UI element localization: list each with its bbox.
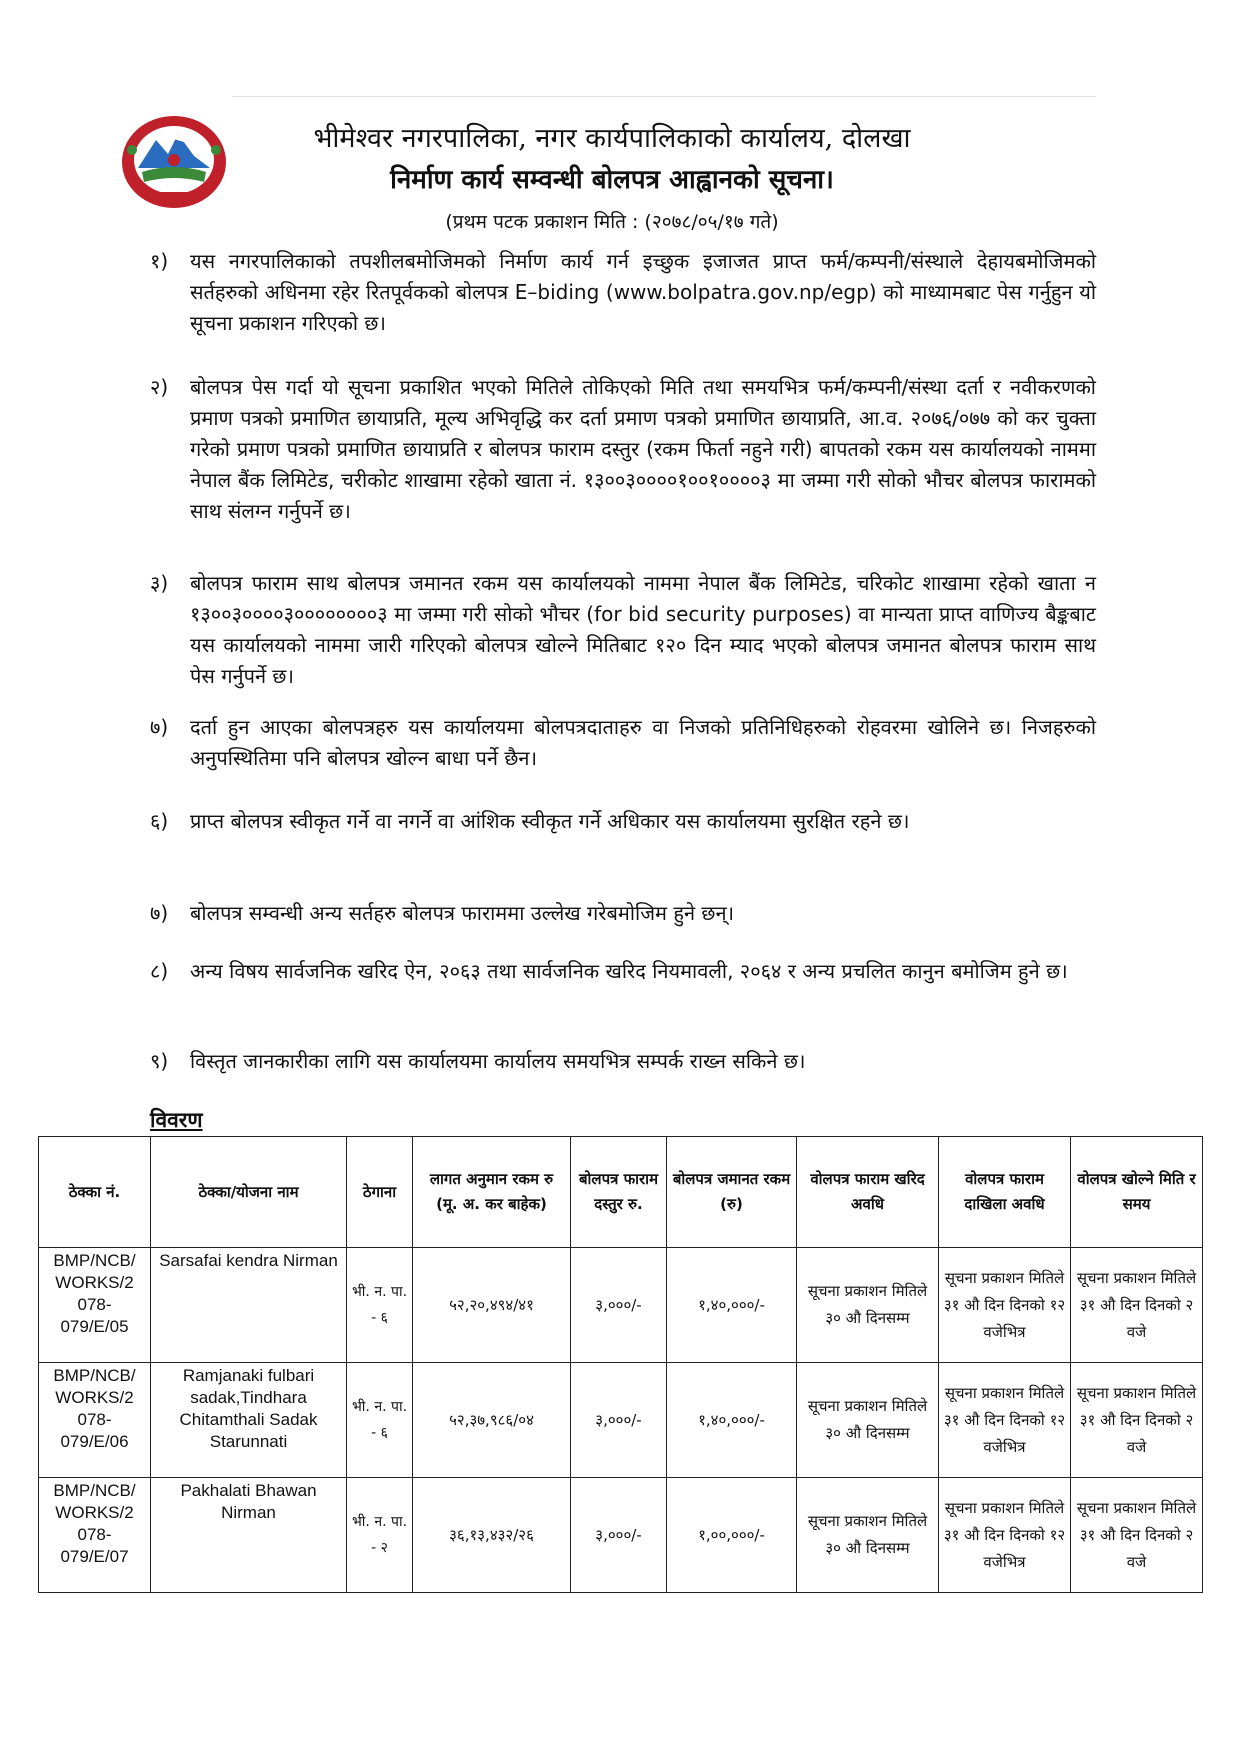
clause-5 (150, 806, 1096, 837)
office-name: भीमेश्वर नगरपालिका, नगर कार्यपालिकाको कार्यालय, दोलखा (313, 123, 911, 154)
clause-number: ७) (150, 715, 169, 739)
publication-date: (प्रथम पटक प्रकाशन मिति : (२०७८/०५/१७ गते) (445, 211, 779, 233)
table-row (39, 1248, 1203, 1363)
opening-time-cell: सूचना प्रकाशन मितिले ३१ औ दिन दिनको २ वजे (1071, 1248, 1203, 1363)
nepal-emblem-icon (118, 110, 230, 210)
address-cell: भी. न. पा. - ६ (347, 1248, 413, 1363)
header-submission-period: वोलपत्र फाराम दाखिला अवधि (939, 1137, 1071, 1248)
clause-number: ९) (150, 1049, 169, 1073)
header-address: ठेगाना (347, 1137, 413, 1248)
clause-number: ३) (150, 571, 169, 595)
clause-text: बोलपत्र पेस गर्दा यो सूचना प्रकाशित भएको मितिले तोकिएको मिति तथा समयभित्र फर्म/कम्पनी/संस्था दर्ता र नवीकरणको प्रमाण पत्रको प्रमाणित छायाप्रति, मूल्य अभिवृद्धि कर दर्ता प्रमाण पत्रको प्रमाणित छायाप्रति, आ.व. २०७६/०७७ को कर चुक्ता गरेको प्रमाण पत्रको प्रमाणित छायाप्रति र बोलपत्र फाराम दस्तुर (रकम फिर्ता नहुने गरी) बापतको रकम यस कार्यालयको नाममा नेपाल बैंक लिमिटेड, चरीकोट शाखामा रहेको खाता नं. १३००३००००१००१००००३ मा जम्मा गरी सोको भौचर बोलपत्र फारामको साथ संलग्न गर्नुपर्ने छ। (190, 375, 1096, 523)
clause-4 (150, 712, 1096, 774)
notice-title: निर्माण कार्य सम्वन्धी बोलपत्र आह्वानको सूचना। (390, 165, 834, 195)
opening-time-cell: सूचना प्रकाशन मितिले ३१ औ दिन दिनको २ वजे (1071, 1363, 1203, 1478)
clause-text: बोलपत्र फाराम साथ बोलपत्र जमानत रकम यस कार्यालयको नाममा नेपाल बैंक लिमिटेड, चरिकोट शाखामा रहेको खाता न १३००३००००३००००००००३ मा जम्मा गरी सोको भौचर (for bid security purposes) वा मान्यता प्राप्त वाणिज्य बैङ्कबाट यस कार्यालयको नाममा जारी गरिएको बोलपत्र खोल्ने मितिबाट १२० दिन म्याद भएको बोलपत्र जमानत बोलपत्र फाराम साथ पेस गर्नुपर्ने छ। (190, 571, 1096, 688)
table-header-row (39, 1137, 1203, 1248)
project-name-cell: Pakhalati Bhawan Nirman (151, 1478, 347, 1593)
table-title: विवरण (150, 1108, 203, 1132)
project-name-cell: Ramjanaki fulbari sadak,Tindhara Chitamthali Sadak Starunnati (151, 1363, 347, 1478)
form-fee-cell: ३,०००/- (571, 1478, 667, 1593)
header-bid-security: बोलपत्र जमानत रकम (रु) (667, 1137, 797, 1248)
clause-7 (150, 956, 1096, 987)
table-row (39, 1363, 1203, 1478)
clause-2 (150, 372, 1096, 527)
contract-no-cell: BMP/NCB/ WORKS/2 078- 079/E/07 (39, 1478, 151, 1593)
cost-estimate-cell: ३६,१३,४३२/२६ (413, 1478, 571, 1593)
header-purchase-period: वोलपत्र फाराम खरिद अवधि (797, 1137, 939, 1248)
clause-number: १) (150, 249, 169, 273)
purchase-period-cell: सूचना प्रकाशन मितिले ३० औ दिनसम्म (797, 1248, 939, 1363)
opening-time-cell: सूचना प्रकाशन मितिले ३१ औ दिन दिनको २ वजे (1071, 1478, 1203, 1593)
table-row (39, 1478, 1203, 1593)
submission-period-cell: सूचना प्रकाशन मितिले ३१ औ दिन दिनको १२ वजेभित्र (939, 1363, 1071, 1478)
bid-security-cell: १,००,०००/- (667, 1478, 797, 1593)
form-fee-cell: ३,०००/- (571, 1248, 667, 1363)
purchase-period-cell: सूचना प्रकाशन मितिले ३० औ दिनसम्म (797, 1478, 939, 1593)
header-contract-no: ठेक्का नं. (39, 1137, 151, 1248)
header-opening-time: वोलपत्र खोल्ने मिति र समय (1071, 1137, 1203, 1248)
header-form-fee: बोलपत्र फाराम दस्तुर रु. (571, 1137, 667, 1248)
contract-no-cell: BMP/NCB/ WORKS/2 078- 079/E/05 (39, 1248, 151, 1363)
clause-number: २) (150, 375, 169, 399)
clause-1 (150, 246, 1096, 339)
tender-table (38, 1136, 1203, 1593)
cost-estimate-cell: ५२,३७,९८६/०४ (413, 1363, 571, 1478)
clause-text: यस नगरपालिकाको तपशीलबमोजिमको निर्माण कार्य गर्न इच्छुक इजाजत प्राप्त फर्म/कम्पनी/संस्थाले देहायबमोजिमको सर्तहरुको अधिनमा रहेर रितपूर्वकको बोलपत्र E–biding (www.bolpatra.gov.np/egp) को माध्यामबाट पेस गर्नुहुन यो सूचना प्रकाशन गरिएको छ। (190, 249, 1096, 335)
clause-text: बोलपत्र सम्वन्धी अन्य सर्तहरु बोलपत्र फाराममा उल्लेख गरेबमोजिम हुने छन्। (190, 901, 735, 925)
clause-text: प्राप्त बोलपत्र स्वीकृत गर्ने वा नगर्ने वा आंशिक स्वीकृत गर्ने अधिकार यस कार्यालयमा सुरक्षित रहने छ। (190, 809, 910, 833)
bid-security-cell: १,४०,०००/- (667, 1248, 797, 1363)
clause-text: विस्तृत जानकारीका लागि यस कार्यालयमा कार्यालय समयभित्र सम्पर्क राख्न सकिने छ। (190, 1049, 806, 1073)
clause-number: ६) (150, 809, 169, 833)
submission-period-cell: सूचना प्रकाशन मितिले ३१ औ दिन दिनको १२ वजेभित्र (939, 1478, 1071, 1593)
top-rule (232, 96, 1096, 97)
clause-3 (150, 568, 1096, 692)
header-cost-estimate: लागत अनुमान रकम रु (मू. अ. कर बाहेक) (413, 1137, 571, 1248)
header-project-name: ठेक्का/योजना नाम (151, 1137, 347, 1248)
contract-no-cell: BMP/NCB/ WORKS/2 078- 079/E/06 (39, 1363, 151, 1478)
cost-estimate-cell: ५२,२०,४९४/४१ (413, 1248, 571, 1363)
address-cell: भी. न. पा. - २ (347, 1478, 413, 1593)
bid-security-cell: १,४०,०००/- (667, 1363, 797, 1478)
purchase-period-cell: सूचना प्रकाशन मितिले ३० औ दिनसम्म (797, 1363, 939, 1478)
clause-number: ७) (150, 901, 169, 925)
submission-period-cell: सूचना प्रकाशन मितिले ३१ औ दिन दिनको १२ वजेभित्र (939, 1248, 1071, 1363)
clause-8 (150, 1046, 1096, 1077)
clause-6 (150, 898, 1096, 929)
address-cell: भी. न. पा. - ६ (347, 1363, 413, 1478)
clause-number: ८) (150, 959, 169, 983)
clause-text: अन्य विषय सार्वजनिक खरिद ऐन, २०६३ तथा सार्वजनिक खरिद नियमावली, २०६४ र अन्य प्रचलित कानुन बमोजिम हुने छ। (190, 959, 1068, 983)
clause-text: दर्ता हुन आएका बोलपत्रहरु यस कार्यालयमा बोलपत्रदाताहरु वा निजको प्रतिनिधिहरुको रोहवरमा खोलिने छ। निजहरुको अनुपस्थितिमा पनि बोलपत्र खोल्न बाधा पर्ने छैन। (190, 715, 1096, 770)
project-name-cell: Sarsafai kendra Nirman (151, 1248, 347, 1363)
form-fee-cell: ३,०००/- (571, 1363, 667, 1478)
